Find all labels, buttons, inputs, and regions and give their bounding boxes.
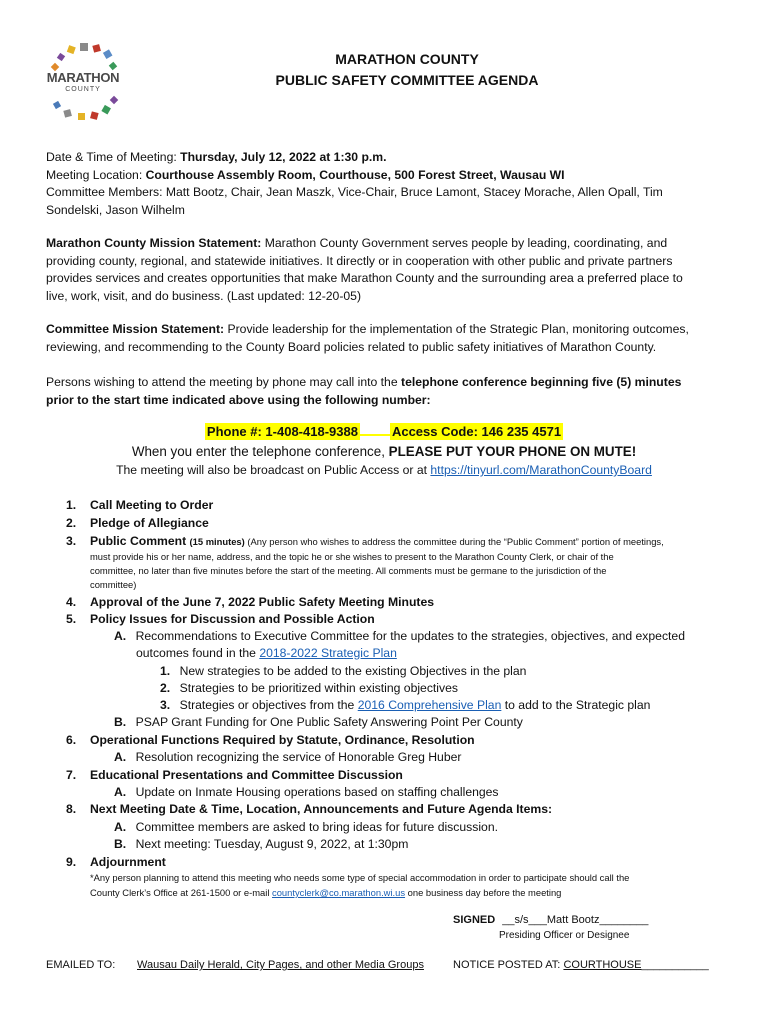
county-mission-statement <box>46 235 722 305</box>
emailed-to-value: Wausau Daily Herald, City Pages, and other Media Groups <box>137 959 424 971</box>
item5-subitem-a-line2: outcomes found in the 2018-2022 Strategic Plan <box>136 646 397 660</box>
meeting-datetime: Thursday, July 12, 2022 at 1:30 p.m. <box>180 150 387 164</box>
county-clerk-email-link[interactable]: countyclerk@co.marathon.wi.us <box>272 887 406 898</box>
committee-mission-label: Committee Mission Statement: <box>46 322 225 336</box>
county-mission-text-1: Marathon County Government serves people by leading, coordinating, and <box>261 236 668 250</box>
mute-instruction <box>46 444 722 459</box>
item5-subitem-b: B. PSAP Grant Funding for One Public Safety Answering Point Per County <box>114 715 523 729</box>
county-mission-text-2: providing county, regional, and statewide initiatives. It directly or in cooperation with other public and private partners <box>46 253 673 268</box>
notice-posted-label: NOTICE POSTED AT: <box>453 959 561 971</box>
item8-subitem-a: A. Committee members are asked to bring ideas for future discussion. <box>114 820 498 834</box>
public-comment-note-1: (Any person who wishes to address the committee during the “Public Comment” portion of meetings, <box>244 536 664 547</box>
item8-subitem-b: B. Next meeting: Tuesday, August 9, 2022, at 1:30pm <box>114 837 409 851</box>
notice-posted <box>453 959 709 971</box>
meeting-location: Courthouse Assembly Room, Courthouse, 500 Forest Street, Wausau WI <box>145 167 565 182</box>
phone-intro-bold-1: telephone conference beginning five (5) minutes <box>401 375 682 389</box>
mute-emphasis: PLEASE PUT YOUR PHONE ON MUTE! <box>388 444 637 459</box>
committee-members-line1: Committee Members: Matt Bootz, Chair, Jean Maszk, Vice-Chair, Bruce Lamont, Stacey Morache, Allen Opall, Tim <box>46 185 663 200</box>
broadcast-link[interactable]: https://tinyurl.com/MarathonCountyBoard <box>430 463 652 477</box>
phone-intro-bold-2: prior to the start time indicated above using the following number: <box>46 392 431 407</box>
meeting-location-label: Meeting Location: <box>46 167 146 182</box>
committee-members-line2: Sondelski, Jason Wilhelm <box>46 202 185 217</box>
access-code: Access Code: 146 235 4571 <box>391 424 562 439</box>
phone-number: Phone #: 1-408-418-9388 <box>206 424 358 439</box>
phone-intro-text: Persons wishing to attend the meeting by phone may call into the <box>46 375 402 389</box>
mute-text: When you enter the telephone conference, <box>131 444 389 459</box>
signer-role: Presiding Officer or Designee <box>499 930 630 941</box>
item5-a-point-3: 3. Strategies or objectives from the 2016 Comprehensive Plan to add to the Strategic plan <box>160 698 651 712</box>
signed-value: __s/s___Matt Bootz________ <box>502 914 649 926</box>
notice-posted-value: COURTHOUSE <box>563 959 642 971</box>
item7-subitem-a: A. Update on Inmate Housing operations based on staffing challenges <box>114 785 499 799</box>
public-comment-note-4: committee) <box>90 579 137 590</box>
comprehensive-plan-link[interactable]: 2016 Comprehensive Plan <box>357 698 502 712</box>
meeting-info <box>46 149 722 219</box>
broadcast-line <box>46 463 722 477</box>
meeting-datetime-line <box>46 149 722 167</box>
public-comment-note-2: must provide his or her name, address, and the topic he or she wishes to present to the Marathon County Clerk, or chair of the <box>90 551 614 562</box>
item5-a-point-1: 1. New strategies to be added to the existing Objectives in the plan <box>160 664 527 678</box>
signed-label: SIGNED <box>453 914 496 926</box>
committee-mission-text-1: Provide leadership for the implementation of the Strategic Plan, monitoring outcomes, <box>224 322 689 336</box>
county-mission-label: Marathon County Mission Statement: <box>46 236 262 250</box>
page-title-county: MARATHON COUNTY <box>335 51 479 67</box>
item5-subitem-a: A. Recommendations to Executive Committee for the updates to the strategies, objectives, and expected <box>114 629 685 643</box>
meeting-location-line <box>46 167 722 185</box>
logo-subtitle: COUNTY <box>65 86 101 93</box>
logo-wordmark: MARATHON <box>46 70 120 85</box>
phone-instructions <box>46 374 722 409</box>
accommodation-note-2: County Clerk’s Office at 261-1500 or e-mail countyclerk@co.marathon.wi.us one business day before the meeting <box>90 887 562 898</box>
emailed-to-label: EMAILED TO: <box>46 959 116 971</box>
broadcast-text: The meeting will also be broadcast on Public Access or at <box>116 463 431 477</box>
signature-line <box>453 914 648 926</box>
item5-a-point-2: 2. Strategies to be prioritized within existing objectives <box>160 681 458 695</box>
county-mission-text-4: live, work, visit, and do business. (Last updated: 12-20-05) <box>46 288 362 303</box>
strategic-plan-link[interactable]: 2018-2022 Strategic Plan <box>259 646 397 660</box>
page-title-agenda: PUBLIC SAFETY COMMITTEE AGENDA <box>275 72 539 88</box>
committee-mission-statement <box>46 321 722 356</box>
item6-subitem-a: A. Resolution recognizing the service of Honorable Greg Huber <box>114 750 462 764</box>
accommodation-note-1: *Any person planning to attend this meeting who needs some type of special accommodation in order to participate should call the <box>90 872 630 883</box>
phone-access-line <box>46 424 722 439</box>
public-comment-note-3: committee, no later than five minutes before the start of the meeting. All comments must be germane to the jurisdiction of the <box>90 565 607 576</box>
agenda-page: MARATHON COUNTY MARATHON COUNTY PUBLIC SAFETY COMMITTEE AGENDA Date & Time of Meeting: Thursday, July 12, 2022 at 1:30 p.m. Meeting Location: Courthouse Assembly Room, Courthouse, 500 Forest Street, Wausau WI Committee Members: Matt Bootz, Chair, Jean Maszk, Vice-Chair, Bruce Lamont, Stacey Morache, Allen Opall, Tim Sondelski, Jason Wilhelm Marathon County Mission Statement: Marathon County Government serves people by leading, coordinating, and providing county, regional, and statewide initiatives. It directly or in cooperation with other public and private partners provides services and creates opportunities that make Marathon County and the surrounding area a preferred place to live, work, visit, and do business. (Last updated: 12-20-05) Committee Mission Statement: Provide leadership for the implementation of the Strategic Plan, monitoring outcomes, reviewing, and recommending to the County Board policies related to public safety initiatives of Marathon County. Persons wishing to attend the meeting by phone may call into the telephone conference beginning five (5) minutes prior to the start time indicated above using the following number: Phone #: 1-408-418-9388 Access Code: 146 235 4571 When you enter the telephone conference, PLEASE PUT YOUR PHONE ON MUTE! The meeting will also be broadcast on Public Access or at https://tinyurl.com/MarathonCountyBoard 1. Call Meeting to Order 2. Pledge of Allegiance 3. Public Comment (15 minutes) (Any person who wishes to address the committee during the “Public Comment” portion of meetings, must provide his or her name, address, and the topic he or she wishes to present to the Marathon County Clerk, or chair of the committee, no later than five minutes before the start of the meeting. All comments must be germane to the jurisdiction of the committee) 4. Approval of the June 7, 2022 Public Safety Meeting Minutes 5. Policy Issues for Discussion and Possible Action A. Recommendations to Executive Committee for the updates to the strategies, objectives, and expected outcomes found in the 2018-2022 Strategic Plan 1. New strategies to be added to the existing Objectives in the plan 2. Strategies to be prioritized within existing objectives 3. Strategies or objectives from the 2016 Comprehensive Plan to add to the Strategic plan B. PSAP Grant Funding for One Public Safety Answering Point Per County 6. Operational Functions Required by Statute, Ordinance, Resolution A. Resolution recognizing the service of Honorable Greg Huber 7. Educational Presentations and Committee Discussion A. Update on Inmate Housing operations based on staffing challenges 8. Next Meeting Date & Time, Location, Announcements and Future Agenda Items: A. Committee members are asked to bring ideas for future discussion. B. Next meeting: Tuesday, August 9, 2022, at 1:30pm 9. Adjournment *Any person planning to attend this meeting who needs some type of special accommodation in order to participate should call the County Clerk’s Office at 261-1500 or e-mail countyclerk@co.marathon.wi.us one business day before the meeting SIGNED __s/s___Matt Bootz________ Presiding Officer or Designee EMAILED TO: Wausau Daily Herald, City Pages, and other Media Groups NOTICE POSTED AT: COURTHOUSE___________ <box>0 0 770 1024</box>
public-comment-duration: (15 minutes) <box>189 536 245 547</box>
county-mission-text-3: provides services and creates opportunities that make Marathon County and the surrounding area a preferred place to <box>46 271 683 286</box>
notice-posted-blank: ___________ <box>641 959 709 971</box>
marathon-county-logo <box>34 42 132 124</box>
committee-mission-text-2: reviewing, and recommending to the County Board policies related to public safety initiatives of Marathon County. <box>46 339 657 354</box>
meeting-datetime-label: Date & Time of Meeting: <box>46 150 181 164</box>
